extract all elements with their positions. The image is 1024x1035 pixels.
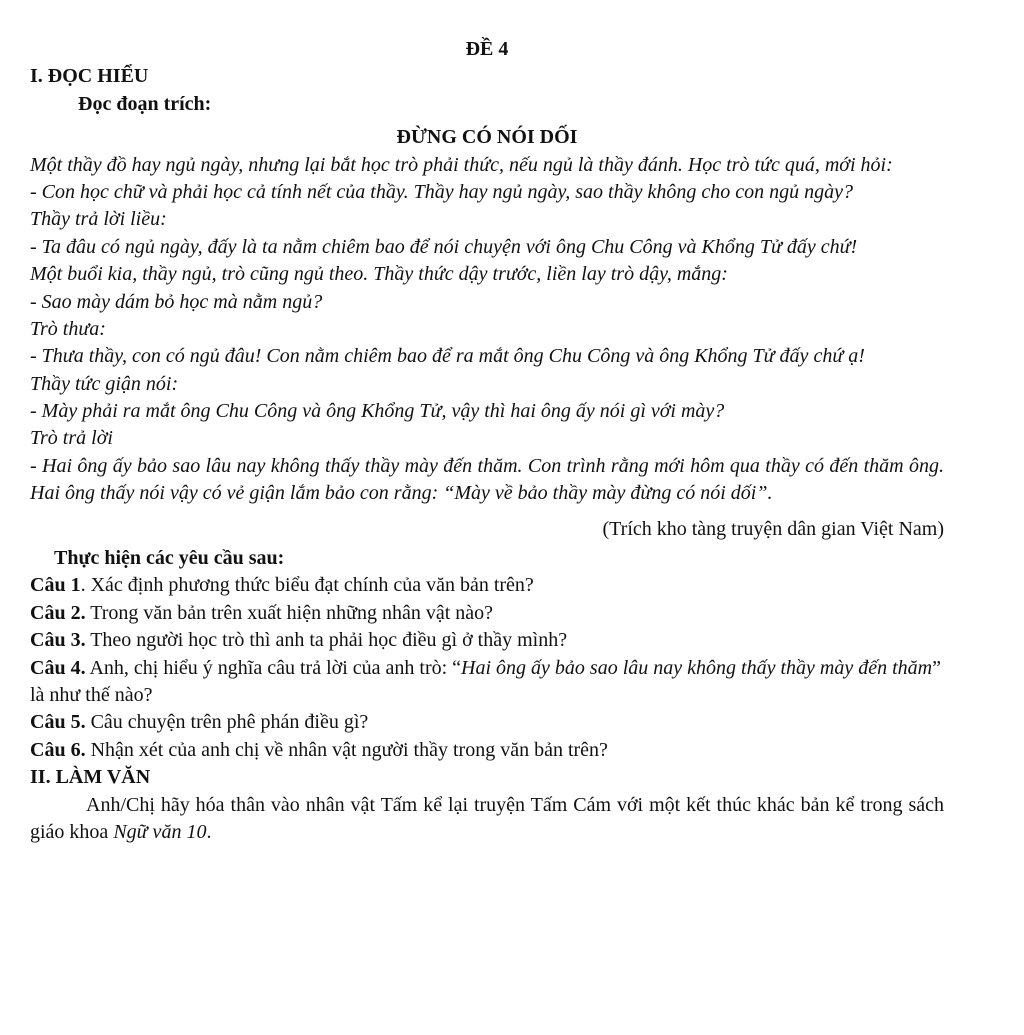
passage-line: - Sao mày dám bỏ học mà nằm ngủ? (30, 290, 323, 313)
passage-line: Một buổi kia, thầy ngủ, trò cũng ngủ theo. Thầy thức dậy trước, liền lay trò dậy, mắng: (30, 263, 728, 286)
passage-source: (Trích kho tàng truyện dân gian Việt Nam) (602, 517, 944, 540)
question-label: Câu 3. (30, 629, 86, 652)
reading-instruction: Đọc đoạn trích: (78, 92, 212, 115)
passage-line: - Con học chữ và phải học cả tính nết của thầy. Thầy hay ngủ ngày, sao thầy không cho con ngủ ngày? (30, 180, 853, 203)
question-label: Câu 1 (30, 574, 81, 597)
question-item (30, 655, 944, 710)
passage-line: - Hai ông ấy bảo sao lâu nay không thấy thầy mày đến thăm. Con trình rằng mới hôm qua thầy có đến thăm ông. Hai ông thấy nói vậy có vẻ giận lắm bảo con rằng: “Mày về bảo thầy mày đừng có nói dối”. (30, 454, 944, 505)
essay-prompt-text: Anh/Chị hãy hóa thân vào nhân vật Tấm kể lại truyện Tấm Cám với một kết thúc khác bản kể trong sách giáo khoa (30, 793, 944, 843)
writing-section-heading: II. LÀM VĂN (30, 766, 151, 789)
question-label: Câu 5. (30, 711, 86, 734)
question-item (30, 600, 944, 627)
story-title: ĐỪNG CÓ NÓI DỐI (396, 126, 578, 149)
question-text: Theo người học trò thì anh ta phải học điều gì ở thầy mình? (85, 629, 568, 652)
question-text: Câu chuyện trên phê phán điều gì? (85, 711, 369, 734)
passage-line: Một thầy đồ hay ngủ ngày, nhưng lại bắt học trò phải thức, nếu ngủ là thầy đánh. Học trò tức quá, mới hỏi: (30, 153, 893, 176)
reading-section-heading: I. ĐỌC HIỂU (30, 65, 149, 88)
essay-book-title: Ngữ văn 10 (113, 820, 207, 843)
question-text-end: ” là như thế nào? (30, 656, 941, 706)
question-label: Câu 4. (30, 656, 86, 679)
passage-line: Trò thưa: (30, 317, 106, 340)
passage-line: Thầy trả lời liều: (30, 208, 167, 231)
passage-line: - Thưa thầy, con có ngủ đâu! Con nằm chiêm bao để ra mắt ông Chu Công và ông Khổng Tử đấy chứ ạ! (30, 345, 865, 368)
question-label: Câu 2. (30, 601, 86, 624)
exam-title: ĐỀ 4 (465, 38, 509, 60)
question-text: . Xác định phương thức biểu đạt chính của văn bản trên? (80, 574, 534, 597)
question-item (30, 737, 944, 764)
story-passage (30, 152, 944, 508)
question-text: Nhận xét của anh chị về nhân vật người thầy trong văn bản trên? (85, 738, 608, 761)
question-quote: Hai ông ấy bảo sao lâu nay không thấy thầy mày đến thăm (461, 656, 933, 679)
essay-prompt-end: . (206, 820, 212, 843)
question-item (30, 627, 944, 654)
passage-line: Thầy tức giận nói: (30, 372, 179, 395)
question-text: Anh, chị hiểu ý nghĩa câu trả lời của anh trò: “ (85, 656, 462, 679)
passage-line: Trò trả lời (30, 427, 113, 450)
question-item (30, 709, 944, 736)
question-label: Câu 6. (30, 738, 86, 761)
question-item (30, 572, 944, 599)
essay-prompt (30, 792, 944, 847)
passage-line: - Mày phải ra mắt ông Chu Công và ông Khổng Tử, vậy thì hai ông ấy nói gì với mày? (30, 400, 725, 423)
tasks-heading: Thực hiện các yêu cầu sau: (54, 547, 285, 570)
passage-line: - Ta đâu có ngủ ngày, đấy là ta nằm chiêm bao để nói chuyện với ông Chu Công và Khổng Tử đấy chứ! (30, 235, 858, 258)
question-text: Trong văn bản trên xuất hiện những nhân vật nào? (85, 601, 494, 624)
question-list (30, 572, 944, 764)
